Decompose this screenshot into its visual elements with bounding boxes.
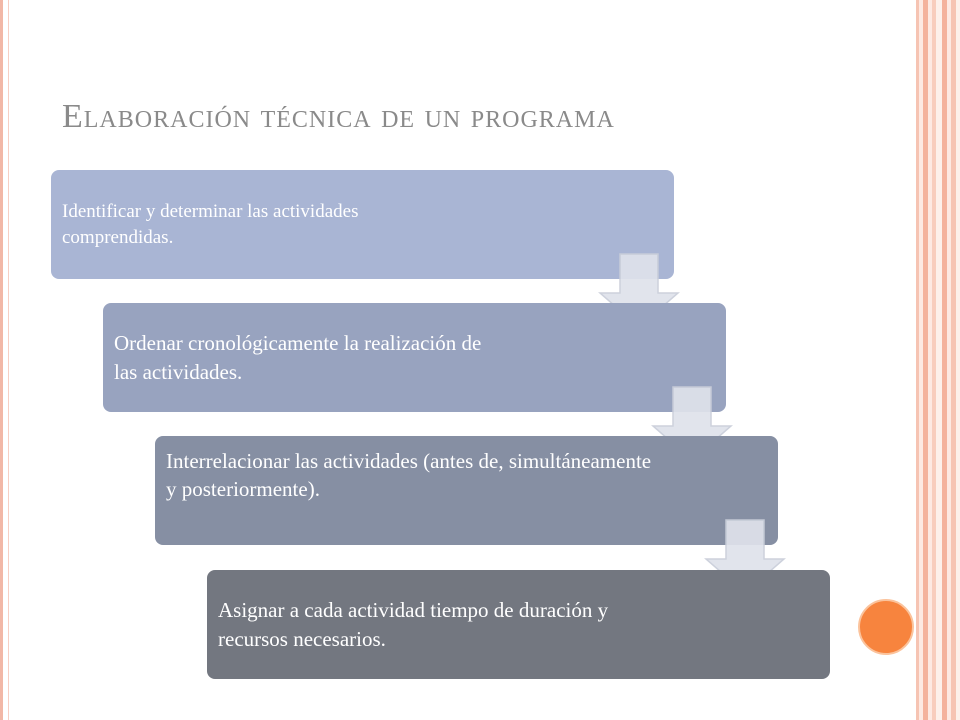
process-step-3-label: Interrelacionar las actividades (antes de, simultáneamente y posteriormente). [166, 449, 652, 502]
process-step-2-label: Ordenar cronológicamente la realización de las actividades. [114, 331, 482, 384]
process-step-1-label: Identificar y determinar las actividades comprendidas. [62, 200, 359, 248]
process-step-4 [207, 570, 830, 679]
process-step-4-label: Asignar a cada actividad tiempo de duración y recursos necesarios. [218, 598, 609, 651]
right-stripes-decoration [915, 0, 960, 720]
process-step-3 [155, 436, 778, 545]
process-step-2 [103, 303, 726, 412]
left-border-decoration [0, 0, 12, 720]
process-step-1 [51, 170, 674, 279]
slide-title: Elaboración técnica de un programa [62, 98, 615, 135]
orange-circle-decoration [858, 599, 914, 655]
